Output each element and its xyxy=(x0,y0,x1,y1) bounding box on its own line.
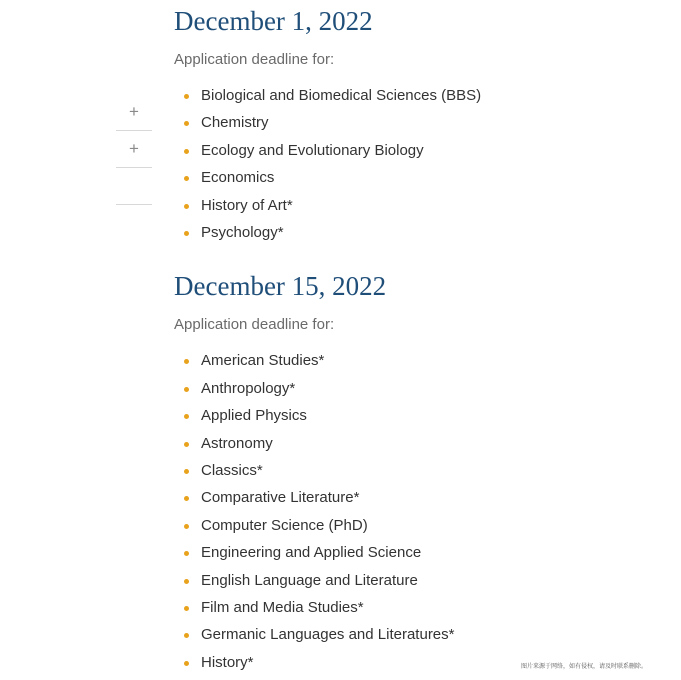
bullet-icon xyxy=(184,579,189,584)
bullet-icon xyxy=(184,606,189,611)
program-name: Germanic Languages and Literatures* xyxy=(201,626,455,644)
program-name: Ecology and Evolutionary Biology xyxy=(201,141,424,159)
program-list-item xyxy=(184,196,654,223)
program-name: Engineering and Applied Science xyxy=(201,544,422,562)
program-list-item xyxy=(184,461,654,488)
expand-button-2[interactable] xyxy=(116,131,152,168)
bullet-icon xyxy=(184,204,189,209)
bullet-icon xyxy=(184,551,189,556)
program-list-item xyxy=(184,113,654,140)
section-description: Application deadline for: xyxy=(174,51,335,69)
program-list-item xyxy=(184,625,654,652)
program-list-item xyxy=(184,223,654,250)
program-list-item xyxy=(184,168,654,195)
side-controls xyxy=(116,94,152,205)
program-list-item xyxy=(184,379,654,406)
bullet-icon xyxy=(184,661,189,666)
program-name: Astronomy xyxy=(201,434,273,452)
program-name: History* xyxy=(201,653,254,671)
program-list-item xyxy=(184,86,654,113)
plus-icon: + xyxy=(129,102,139,121)
program-name: Psychology* xyxy=(201,224,284,241)
program-name: Comparative Literature* xyxy=(201,489,360,507)
program-name: Film and Media Studies* xyxy=(201,598,364,616)
bullet-icon xyxy=(184,149,189,154)
program-name: Computer Science (PhD) xyxy=(201,516,368,534)
bullet-icon xyxy=(184,414,189,419)
section-description: Application deadline for: xyxy=(174,316,335,334)
bullet-icon xyxy=(184,442,189,447)
program-name: Economics xyxy=(201,169,275,187)
bullet-icon xyxy=(184,359,189,364)
program-list xyxy=(174,351,654,680)
bullet-icon xyxy=(184,469,189,474)
program-list-item xyxy=(184,598,654,625)
program-name: History of Art* xyxy=(201,196,293,214)
bullet-icon xyxy=(184,121,189,126)
bullet-icon xyxy=(184,231,189,236)
program-list-item xyxy=(184,516,654,543)
section-date-heading: December 1, 2022 xyxy=(174,6,373,36)
bullet-icon xyxy=(184,176,189,181)
program-list-item xyxy=(184,571,654,598)
program-name: English Language and Literature xyxy=(201,571,418,589)
program-list-item xyxy=(184,543,654,570)
program-list xyxy=(174,86,654,250)
bullet-icon xyxy=(184,94,189,99)
program-list-item xyxy=(184,351,654,378)
plus-icon: + xyxy=(129,139,139,158)
watermark-text: 图片来源于网络，如有侵权，请及时联系删除。 xyxy=(521,663,648,670)
expand-button-1[interactable] xyxy=(116,94,152,131)
program-list-item xyxy=(184,406,654,433)
deadlines-content xyxy=(174,0,654,680)
bullet-icon xyxy=(184,633,189,638)
program-name: American Studies* xyxy=(201,352,325,370)
program-list-item xyxy=(184,488,654,515)
program-name: Applied Physics xyxy=(201,407,307,425)
section-date-heading: December 15, 2022 xyxy=(174,271,387,302)
program-list-item xyxy=(184,434,654,461)
program-name: Biological and Biomedical Sciences (BBS) xyxy=(201,87,482,105)
bullet-icon xyxy=(184,387,189,392)
program-name: Chemistry xyxy=(201,114,269,132)
program-name: Classics* xyxy=(201,462,263,479)
bullet-icon xyxy=(184,524,189,529)
program-list-item xyxy=(184,141,654,168)
program-name: Anthropology* xyxy=(201,379,296,397)
side-divider xyxy=(116,168,152,205)
bullet-icon xyxy=(184,496,189,501)
